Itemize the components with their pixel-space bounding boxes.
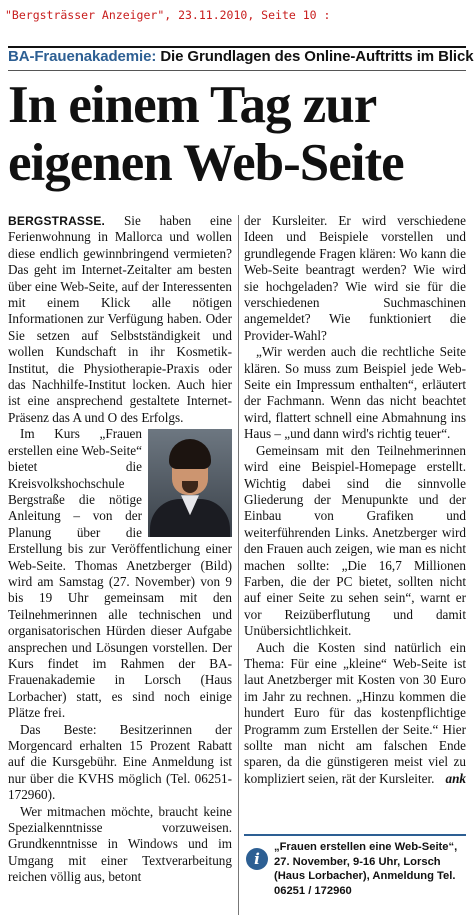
- info-box: [244, 834, 466, 898]
- kicker-rule: [8, 70, 466, 71]
- kicker: [8, 48, 473, 65]
- paragraph-text: Im Kurs „Frauen erstellen eine Web-Seite“ bietet die Kreisvolkshochschule Bergstraße die nötige Anleitung – von der Planung über die Erstellung bis zur Veröffentlichung einer Web-Seite. Thomas Anetzberger (Bild) wird am Samstag (27. November) von 9 bis 19 Uhr gemeinsam mit den Teilnehmerinnen alle technischen und organisatorischen Hürden dieser Aufgabe ansprechen und Lösungen vorstellen. Der Kurs findet im Rahmen der BA-Frauenakademie in Lorsch (Haus Lorbacher) statt, es sind noch einige Plätze frei.: [8, 426, 232, 721]
- info-text: „Frauen erstellen eine Web-Seite“, 27. November, 9-16 Uhr, Lorsch (Haus Lorbacher), Anmeldung Tel. 06251 / 172960: [274, 841, 458, 897]
- paragraph-text: Sie haben eine Ferienwohnung in Mallorca und wollen diese endlich gewinnbringend vermieten? Das geht im Internet-Zeitalter am besten über eine Web-Seite, auf der Interessenten mit einem Klick alle nötigen Informationen zur Verfügung haben. Oder Sie setzen auf Selbstständigkeit und wollen Kundschaft in ihr Kosmetik-Institut, die Physiotherapie-Praxis oder das Nachhilfe-Institut locken. Auch hier ist eine ansprechend gestaltete Internet-Präsenz das A und O des Erfolgs.: [8, 213, 232, 425]
- author-initials: ank: [445, 770, 466, 786]
- article-paragraph: Wer mitmachen möchte, braucht keine Spezialkenntnisse vorzuweisen. Grundkenntnisse in Windows und im Umgang mit einer Textverarbeitung reichen völlig aus, betont: [8, 803, 232, 885]
- article-column-2: [244, 213, 466, 787]
- article-column-1: [8, 213, 232, 886]
- info-icon: i: [246, 848, 268, 870]
- kicker-text: Die Grundlagen des Online-Auftritts im Blick: [156, 48, 474, 65]
- paragraph-text: Auch die Kosten sind natürlich ein Thema: Für eine „kleine“ Web-Seite ist laut Anetzberger mit Kosten von 30 Euro im Jahr zu rechnen. „Hinzu kommen die hundert Euro für das kostenpflichtige Programm zum Erstellen der Seite.“ Hier sollte man nicht am falschen Ende sparen, da die günstigeren meist viel zu kompliziert seien, rät der Kursleiter.: [244, 639, 466, 786]
- article-paragraph: „Wir werden auch die rechtliche Seite klären. So muss zum Beispiel jede Web-Seite ein Impressum enthalten“, erläutert der Fachmann. Wenn das nicht beachtet wird, flattert schnell eine Abmahnung ins Haus – „und dann wird's richtig teuer“.: [244, 344, 466, 442]
- headline: [8, 76, 470, 192]
- kicker-label: BA-Frauenakademie:: [8, 48, 157, 65]
- column-divider: [238, 215, 239, 915]
- source-citation: "Bergsträsser Anzeiger", 23.11.2010, Seite 10 :: [5, 8, 331, 22]
- headline-line-2: eigenen Web-Seite: [8, 134, 404, 192]
- article-paragraph: [244, 640, 466, 788]
- dateline: BERGSTRASSE.: [8, 214, 106, 228]
- article-paragraph: Das Beste: Besitzerinnen der Morgencard erhalten 15 Prozent Rabatt auf die Kursgebühr. Eine Anmeldung ist nur über die KVHS möglich (Tel. 06251-172960).: [8, 721, 232, 803]
- article-paragraph: der Kursleiter. Er wird verschiedene Ideen und Beispiele vorstellen und grundlegende Fragen klären: Wo kann die Web-Seite beantragt werden? Wie wird sie hochgeladen? Wie wird sie für die verschiedenen Suchmaschinen angemeldet? Wie funktioniert die Provider-Wahl?: [244, 213, 466, 343]
- article-paragraph: [8, 213, 232, 426]
- author-photo: [148, 429, 232, 537]
- headline-line-1: In einem Tag zur: [8, 76, 377, 134]
- article-paragraph: [8, 426, 232, 721]
- article-paragraph: Gemeinsam mit den Teilnehmerinnen wird eine Beispiel-Homepage erstellt. Wichtig dabei sind die sinnvolle Gliederung der Menupunkte und der Einbau von Grafiken und weiterführenden Links. Anetzberger wird den Frauen auch zeigen, wie man es nicht machen sollte: „Die 16,7 Millionen Farben, die der PC bietet, sollten nicht auf einer Seite zu sehen sein“, warnt er vor Reizüberflutung und damit Unübersichtlichkeit.: [244, 442, 466, 639]
